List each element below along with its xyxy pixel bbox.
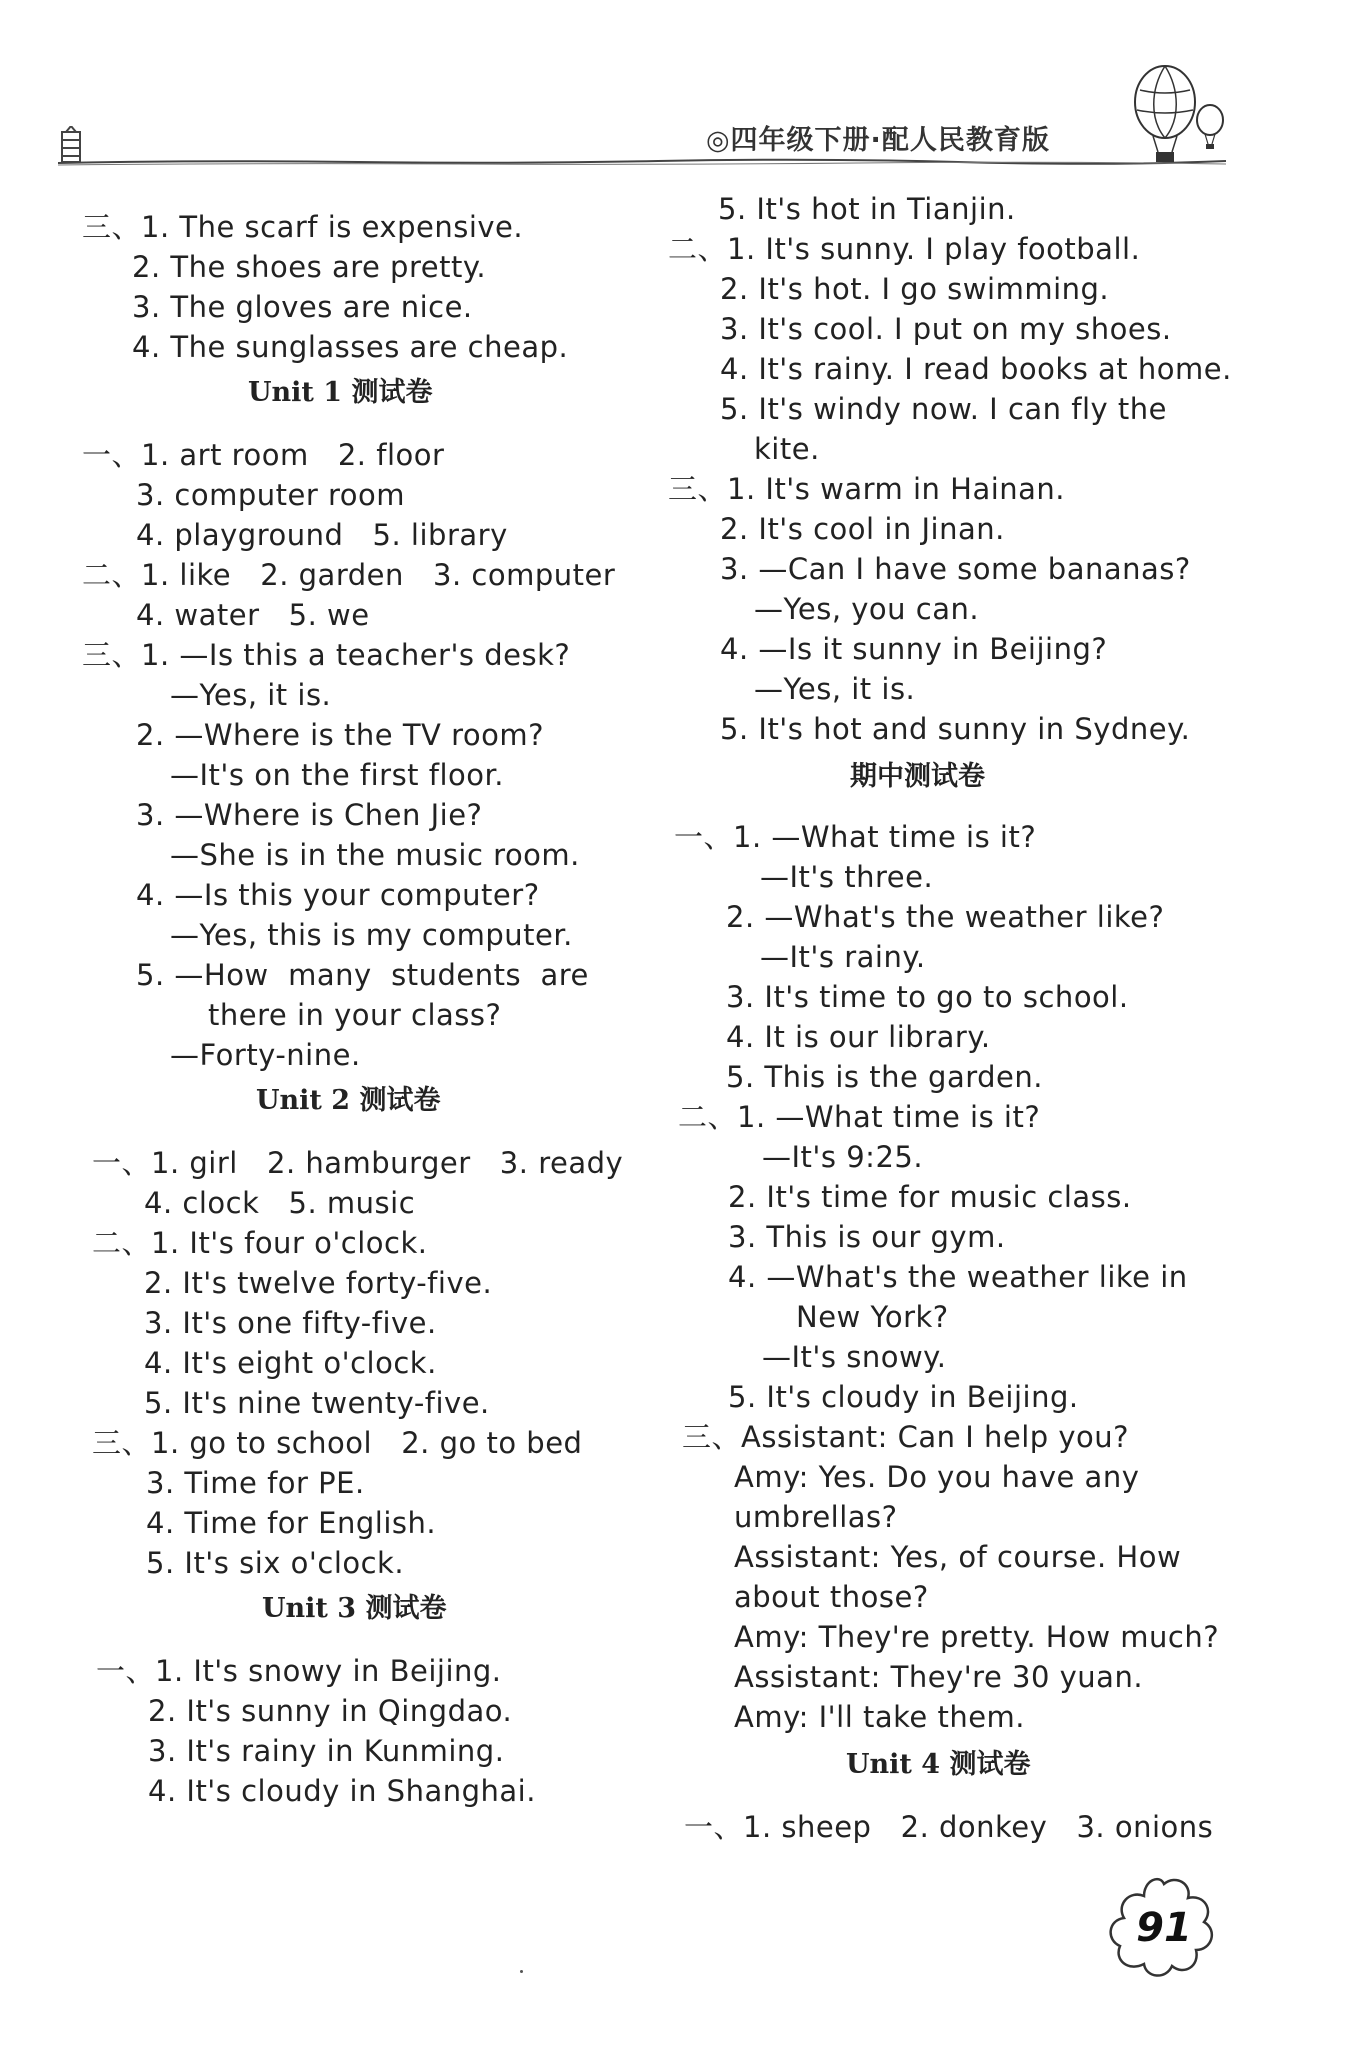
answer-line: kite.	[754, 432, 820, 466]
answer-line: Assistant: Yes, of course. How	[734, 1540, 1182, 1574]
hot-air-balloon-icon	[1120, 60, 1230, 170]
answer-line: 2. —What's the weather like?	[726, 900, 1165, 934]
header-title: ◎四年级下册·配人民教育版	[706, 125, 1050, 156]
answer-line: —It's three.	[760, 860, 934, 894]
answer-line: 三、1. go to school 2. go to bed	[92, 1426, 583, 1460]
answer-line: 三、1. —Is this a teacher's desk?	[82, 638, 571, 672]
page-number-badge	[1108, 1876, 1220, 1980]
answer-line: 5. It's windy now. I can fly the	[720, 392, 1167, 426]
section-heading: Unit 1 测试卷	[248, 377, 433, 408]
section-heading: Unit 4 测试卷	[846, 1749, 1031, 1780]
answer-line: 二、1. It's four o'clock.	[92, 1226, 428, 1260]
answer-line: —She is in the music room.	[170, 838, 580, 872]
answer-line: 3. It's time to go to school.	[726, 980, 1129, 1014]
answer-line: 二、1. like 2. garden 3. computer	[82, 558, 616, 592]
answer-line: 3. computer room	[136, 478, 405, 512]
answer-line: umbrellas?	[734, 1500, 898, 1534]
answer-line: 4. —What's the weather like in	[728, 1260, 1188, 1294]
section-heading: Unit 2 测试卷	[256, 1085, 441, 1116]
answer-line: 3. —Where is Chen Jie?	[136, 798, 483, 832]
header-divider	[58, 158, 1226, 166]
answer-line: 4. —Is it sunny in Beijing?	[720, 632, 1108, 666]
answer-line: 4. It's eight o'clock.	[144, 1346, 437, 1380]
answer-line: 5. It's hot in Tianjin.	[718, 192, 1016, 226]
answer-line: 三、1. It's warm in Hainan.	[668, 472, 1066, 506]
answer-line: 2. It's time for music class.	[728, 1180, 1132, 1214]
answer-line: 4. —Is this your computer?	[136, 878, 540, 912]
answer-line: —It's rainy.	[760, 940, 926, 974]
answer-line: 4. water 5. we	[136, 598, 370, 632]
answer-line: 5. It's nine twenty-five.	[144, 1386, 490, 1420]
answer-line: 3. —Can I have some bananas?	[720, 552, 1191, 586]
answer-line: 2. It's twelve forty-five.	[144, 1266, 493, 1300]
answer-line: 3. The gloves are nice.	[132, 290, 473, 324]
answer-line: about those?	[734, 1580, 929, 1614]
answer-line: 3. It's one fifty-five.	[144, 1306, 437, 1340]
section-heading: Unit 3 测试卷	[262, 1593, 447, 1624]
answer-line: there in your class?	[208, 998, 502, 1032]
answer-line: 5. This is the garden.	[726, 1060, 1044, 1094]
answer-line: 4. It's rainy. I read books at home.	[720, 352, 1232, 386]
answer-line: 4. clock 5. music	[144, 1186, 416, 1220]
answer-line: 一、1. sheep 2. donkey 3. onions	[684, 1810, 1214, 1844]
answer-line: —Yes, it is.	[170, 678, 332, 712]
answer-line: 4. playground 5. library	[136, 518, 508, 552]
answer-line: 三、Assistant: Can I help you?	[682, 1420, 1130, 1454]
answer-line: 2. It's hot. I go swimming.	[720, 272, 1110, 306]
answer-line: 一、1. art room 2. floor	[82, 438, 445, 472]
answer-line: 一、1. —What time is it?	[674, 820, 1037, 854]
answer-line: 5. It's cloudy in Beijing.	[728, 1380, 1079, 1414]
answer-line: —Forty-nine.	[170, 1038, 361, 1072]
answer-line: 4. Time for English.	[146, 1506, 437, 1540]
page-number: 91	[1136, 1905, 1192, 1951]
answer-line: 3. This is our gym.	[728, 1220, 1006, 1254]
answer-line: —It's on the first floor.	[170, 758, 504, 792]
answer-line: New York?	[796, 1300, 949, 1334]
answer-line: —Yes, you can.	[754, 592, 980, 626]
answer-line: 2. It's sunny in Qingdao.	[148, 1694, 513, 1728]
answer-line: 4. It is our library.	[726, 1020, 991, 1054]
answer-line: 三、1. The scarf is expensive.	[82, 210, 524, 244]
answer-line: —It's snowy.	[762, 1340, 947, 1374]
answer-line: 5. —How many students are	[136, 958, 589, 992]
answer-line: —It's 9:25.	[762, 1140, 924, 1174]
answer-line: Assistant: They're 30 yuan.	[734, 1660, 1144, 1694]
answer-line: 二、1. It's sunny. I play football.	[668, 232, 1141, 266]
answer-line: 3. It's rainy in Kunming.	[148, 1734, 505, 1768]
answer-line: —Yes, it is.	[754, 672, 916, 706]
answer-line: 4. The sunglasses are cheap.	[132, 330, 569, 364]
answer-line: Amy: They're pretty. How much?	[734, 1620, 1220, 1654]
answer-line: 2. It's cool in Jinan.	[720, 512, 1005, 546]
answer-line: —Yes, this is my computer.	[170, 918, 573, 952]
answer-line: 3. Time for PE.	[146, 1466, 365, 1500]
answer-line: Amy: I'll take them.	[734, 1700, 1026, 1734]
section-heading: 期中测试卷	[850, 761, 985, 792]
answer-line: 5. It's hot and sunny in Sydney.	[720, 712, 1191, 746]
answer-line: 一、1. girl 2. hamburger 3. ready	[92, 1146, 624, 1180]
answer-line: 一、1. It's snowy in Beijing.	[96, 1654, 502, 1688]
answer-line: 2. The shoes are pretty.	[132, 250, 487, 284]
answer-line: 2. —Where is the TV room?	[136, 718, 545, 752]
answer-line: 二、1. —What time is it?	[678, 1100, 1041, 1134]
speck	[520, 1970, 523, 1973]
answer-line: Amy: Yes. Do you have any	[734, 1460, 1140, 1494]
answer-line: 4. It's cloudy in Shanghai.	[148, 1774, 536, 1808]
answer-line: 5. It's six o'clock.	[146, 1546, 405, 1580]
answer-line: 3. It's cool. I put on my shoes.	[720, 312, 1172, 346]
